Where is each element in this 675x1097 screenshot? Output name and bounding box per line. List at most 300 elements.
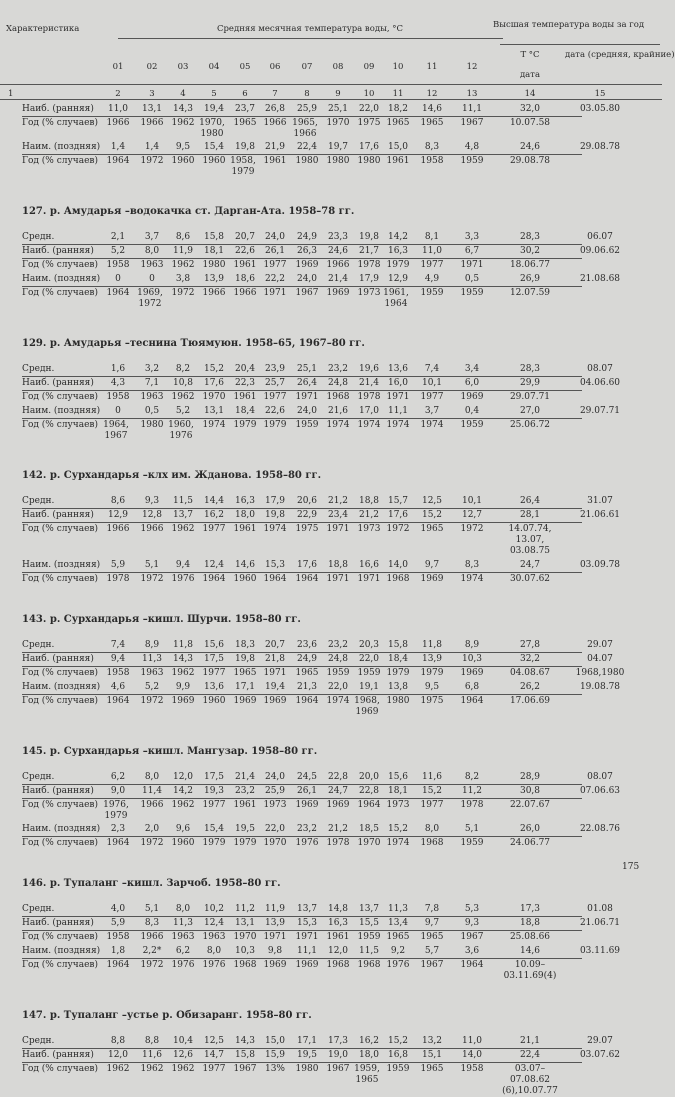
cell-value: 21,7	[358, 246, 380, 256]
rule-line	[22, 418, 582, 419]
cell-value: 22,0	[358, 654, 380, 664]
cell-value: 18,4	[387, 654, 409, 664]
cell-value: 18,4	[234, 406, 256, 416]
cell-value: 17,0	[358, 406, 380, 416]
cell-value: 21,9	[264, 142, 286, 152]
cell-value: 17.06.69	[509, 696, 551, 706]
cell-value: 18,1	[203, 246, 225, 256]
date-value: 08.07	[587, 772, 613, 782]
row-label: Средн.	[22, 1036, 55, 1046]
cell-value: 1966	[106, 524, 130, 534]
cell-value: 1964	[106, 838, 130, 848]
cell-value: 1977	[420, 800, 444, 810]
cell-value: 1968	[233, 960, 257, 970]
cell-value: 19,8	[234, 654, 256, 664]
column-number: 5	[211, 89, 217, 99]
cell-value: 9,3	[464, 918, 480, 928]
cell-value: 15,2	[203, 364, 225, 374]
cell-value: 1967	[326, 1064, 350, 1074]
cell-value: 1977	[202, 1064, 226, 1074]
cell-value: 15,2	[387, 824, 409, 834]
cell-value: 23,3	[327, 232, 349, 242]
cell-value: 21,4	[234, 772, 256, 782]
cell-value: 1969	[295, 960, 319, 970]
cell-value: 1974	[386, 420, 410, 430]
cell-value: 0,5	[144, 406, 160, 416]
cell-value: 0	[115, 406, 121, 416]
cell-value: 14,2	[172, 786, 194, 796]
cell-value: 24,6	[519, 142, 541, 152]
section-title: 127. р. Амударья –водокачка ст. Дарган-Ата. 1958–78 гг.	[22, 206, 355, 217]
cell-value: 1959	[460, 838, 484, 848]
cell-value: 1978	[326, 838, 350, 848]
cell-value: 1978	[460, 800, 484, 810]
cell-value: 1976	[202, 960, 226, 970]
cell-value: 1971	[295, 932, 319, 942]
date-value: 21.06.61	[579, 510, 621, 520]
cell-value: 14,3	[172, 654, 194, 664]
cell-value: 1979	[263, 420, 287, 430]
rule-line	[22, 572, 582, 573]
cell-value: 5,2	[110, 246, 126, 256]
cell-value: 12,0	[327, 946, 349, 956]
cell-value: 20,3	[358, 640, 380, 650]
cell-value: 2,0	[144, 824, 160, 834]
cell-value: 8,3	[144, 918, 160, 928]
date-value: 03.07.62	[579, 1050, 621, 1060]
cell-value: 26,8	[264, 104, 286, 114]
cell-value: 1972	[140, 696, 164, 706]
cell-value: 8,0	[175, 904, 191, 914]
cell-value: 18,3	[234, 640, 256, 650]
cell-value: 1,8	[110, 946, 126, 956]
cell-value: 32,0	[519, 104, 541, 114]
rule-line	[0, 99, 662, 100]
column-number: 4	[180, 89, 186, 99]
cell-value: 13,1	[141, 104, 163, 114]
cell-value: 1959	[357, 932, 381, 942]
cell-value: 1978	[357, 260, 381, 270]
cell-value: 1961	[233, 260, 257, 270]
row-label: Год (% случаев)	[22, 420, 98, 430]
date-value: 03.09.78	[579, 560, 621, 570]
cell-value: 1964	[295, 574, 319, 584]
header-month: 05	[239, 62, 251, 72]
cell-value: 4,0	[110, 904, 126, 914]
cell-value: 8,9	[464, 640, 480, 650]
cell-value: 3,3	[464, 232, 480, 242]
cell-value: 1965	[386, 118, 410, 128]
cell-value: 1960	[171, 838, 195, 848]
cell-value: 8,0	[144, 246, 160, 256]
cell-value: 1963	[171, 932, 195, 942]
cell-value: 12.07.59	[509, 288, 551, 298]
cell-value: 1973	[357, 524, 381, 534]
cell-value: 20,0	[358, 772, 380, 782]
cell-value: 21,1	[519, 1036, 541, 1046]
cell-value: 17,6	[203, 378, 225, 388]
column-number: 10	[363, 89, 375, 99]
column-number: 9	[335, 89, 341, 99]
cell-value: 1974	[326, 696, 350, 706]
cell-value: 29,9	[519, 378, 541, 388]
cell-value: 1973	[357, 288, 381, 298]
rule-line	[22, 784, 582, 785]
cell-value: 1969	[263, 696, 287, 706]
cell-value: 22,9	[296, 510, 318, 520]
cell-value: 1964	[460, 960, 484, 970]
cell-value: 23,7	[234, 104, 256, 114]
row-label: Год (% случаев)	[22, 574, 98, 584]
cell-value: 5,7	[424, 946, 440, 956]
cell-value: 1969	[326, 800, 350, 810]
cell-value: 5,9	[110, 560, 126, 570]
cell-value: 14,7	[203, 1050, 225, 1060]
row-label: Средн.	[22, 640, 55, 650]
header-month: 12	[466, 62, 478, 72]
cell-value: 1959, 1965	[354, 1064, 380, 1085]
cell-value: 26,3	[296, 246, 318, 256]
cell-value: 15,7	[387, 496, 409, 506]
cell-value: 1979	[233, 420, 257, 430]
cell-value: 13,7	[172, 510, 194, 520]
cell-value: 1980	[357, 156, 381, 166]
cell-value: 22,6	[234, 246, 256, 256]
cell-value: 0	[115, 274, 121, 284]
cell-value: 1964	[460, 696, 484, 706]
cell-value: 9,2	[390, 946, 406, 956]
header-month: 07	[301, 62, 313, 72]
row-label: Наиб. (ранняя)	[22, 918, 94, 928]
cell-value: 1966	[140, 800, 164, 810]
row-label: Средн.	[22, 232, 55, 242]
cell-value: 13,1	[203, 406, 225, 416]
row-label: Наиб. (ранняя)	[22, 510, 94, 520]
cell-value: 8,2	[175, 364, 191, 374]
cell-value: 1961, 1964	[383, 288, 409, 309]
cell-value: 3,7	[144, 232, 160, 242]
cell-value: 1968	[386, 574, 410, 584]
cell-value: 1964	[106, 288, 130, 298]
rule-line	[22, 930, 582, 931]
cell-value: 1966	[263, 118, 287, 128]
row-label: Год (% случаев)	[22, 1064, 98, 1074]
cell-value: 1959	[295, 420, 319, 430]
cell-value: 1964	[106, 960, 130, 970]
cell-value: 1966	[140, 524, 164, 534]
cell-value: 1958, 1979	[230, 156, 256, 177]
cell-value: 1962	[171, 800, 195, 810]
cell-value: 1961	[233, 800, 257, 810]
section-title: 145. р. Сурхандарья –кишл. Мангузар. 1958–80 гг.	[22, 746, 318, 757]
cell-value: 6,2	[110, 772, 126, 782]
header-avg-title: Средняя месячная температура воды, °С	[216, 24, 403, 34]
cell-value: 1965	[295, 668, 319, 678]
cell-value: 15,4	[203, 824, 225, 834]
cell-value: 8,3	[464, 560, 480, 570]
cell-value: 17,1	[296, 1036, 318, 1046]
cell-value: 23,2	[327, 364, 349, 374]
cell-value: 22.07.67	[509, 800, 551, 810]
row-label: Год (% случаев)	[22, 260, 98, 270]
cell-value: 22,0	[358, 104, 380, 114]
section-title: 146. р. Тупаланг –кишл. Зарчоб. 1958–80 гг.	[22, 878, 281, 889]
cell-value: 1970, 1980	[199, 118, 225, 139]
cell-value: 5,9	[110, 918, 126, 928]
cell-value: 19,1	[358, 682, 380, 692]
cell-value: 1979	[233, 838, 257, 848]
cell-value: 0,4	[464, 406, 480, 416]
header-month: 01	[112, 62, 124, 72]
cell-value: 1972	[140, 960, 164, 970]
cell-value: 1969	[233, 696, 257, 706]
cell-value: 17,3	[519, 904, 541, 914]
cell-value: 2,1	[110, 232, 126, 242]
column-number: 12	[426, 89, 438, 99]
cell-value: 13,2	[421, 1036, 443, 1046]
date-value: 01.08	[587, 904, 613, 914]
cell-value: 5,2	[144, 682, 160, 692]
rule-line	[22, 286, 582, 287]
cell-value: 18.06.77	[509, 260, 551, 270]
cell-value: 17,6	[296, 560, 318, 570]
cell-value: 13,9	[421, 654, 443, 664]
cell-value: 1965	[420, 1064, 444, 1074]
cell-value: 15,1	[421, 1050, 443, 1060]
cell-value: 9,8	[267, 946, 283, 956]
row-label: Наиб. (ранняя)	[22, 654, 94, 664]
cell-value: 3,2	[144, 364, 160, 374]
cell-value: 6,7	[464, 246, 480, 256]
cell-value: 26,1	[296, 786, 318, 796]
date-value: 07.06.63	[579, 786, 621, 796]
cell-value: 8,6	[175, 232, 191, 242]
cell-value: 1969	[263, 960, 287, 970]
row-label: Наим. (поздняя)	[22, 824, 101, 834]
header-month: 10	[392, 62, 404, 72]
row-label: Наиб. (ранняя)	[22, 246, 94, 256]
cell-value: 5,1	[464, 824, 480, 834]
cell-value: 1974	[202, 420, 226, 430]
cell-value: 9,5	[175, 142, 191, 152]
cell-value: 12,5	[421, 496, 443, 506]
cell-value: 2,2*	[142, 946, 162, 956]
cell-value: 5,3	[464, 904, 480, 914]
cell-value: 13,9	[203, 274, 225, 284]
cell-value: 11,3	[172, 918, 194, 928]
rule-line	[118, 38, 503, 39]
cell-value: 5,1	[144, 904, 160, 914]
cell-value: 1958	[106, 260, 130, 270]
cell-value: 1969	[295, 260, 319, 270]
cell-value: 28,1	[519, 510, 541, 520]
cell-value: 12,4	[203, 918, 225, 928]
column-number: 3	[149, 89, 155, 99]
cell-value: 1962	[171, 1064, 195, 1074]
cell-value: 22,8	[327, 772, 349, 782]
cell-value: 19,5	[234, 824, 256, 834]
cell-value: 9,0	[110, 786, 126, 796]
cell-value: 26,2	[519, 682, 541, 692]
row-label: Наим. (поздняя)	[22, 406, 101, 416]
cell-value: 1971	[326, 524, 350, 534]
cell-value: 1969	[460, 668, 484, 678]
header-date-extreme: дата (средняя, крайние)	[565, 50, 675, 60]
cell-value: 1970	[357, 838, 381, 848]
cell-value: 1978	[357, 392, 381, 402]
cell-value: 20,7	[234, 232, 256, 242]
cell-value: 1959	[357, 668, 381, 678]
cell-value: 8,9	[144, 640, 160, 650]
cell-value: 1979	[420, 668, 444, 678]
cell-value: 8,0	[144, 772, 160, 782]
cell-value: 15,8	[234, 1050, 256, 1060]
cell-value: 1966	[326, 260, 350, 270]
cell-value: 1977	[263, 392, 287, 402]
cell-value: 1970	[326, 118, 350, 128]
date-value: 22.08.76	[579, 824, 621, 834]
column-number: 13	[466, 89, 478, 99]
cell-value: 15,2	[387, 1036, 409, 1046]
cell-value: 10.09– 03.11.69(4)	[503, 960, 557, 981]
rule-line	[22, 958, 582, 959]
cell-value: 12,5	[203, 1036, 225, 1046]
cell-value: 22,8	[358, 786, 380, 796]
cell-value: 26,4	[296, 378, 318, 388]
cell-value: 1980	[326, 156, 350, 166]
cell-value: 10,1	[461, 496, 483, 506]
cell-value: 12,9	[107, 510, 129, 520]
column-number: 15	[594, 89, 606, 99]
row-label: Год (% случаев)	[22, 392, 98, 402]
cell-value: 19,3	[203, 786, 225, 796]
cell-value: 16,6	[358, 560, 380, 570]
cell-value: 1969	[295, 800, 319, 810]
cell-value: 1979	[386, 260, 410, 270]
cell-value: 24,8	[327, 378, 349, 388]
cell-value: 1964	[202, 574, 226, 584]
rule-line	[22, 522, 582, 523]
cell-value: 24.06.77	[509, 838, 551, 848]
rule-line	[22, 652, 582, 653]
cell-value: 1,4	[144, 142, 160, 152]
cell-value: 15,8	[387, 640, 409, 650]
cell-value: 1959	[326, 668, 350, 678]
cell-value: 1966	[106, 118, 130, 128]
date-value: 03.11.69	[579, 946, 621, 956]
date-value: 04.06.60	[579, 378, 621, 388]
cell-value: 6,8	[464, 682, 480, 692]
cell-value: 10.07.58	[509, 118, 551, 128]
cell-value: 0	[149, 274, 155, 284]
cell-value: 5,2	[175, 406, 191, 416]
cell-value: 18,8	[519, 918, 541, 928]
cell-value: 19,0	[327, 1050, 349, 1060]
rule-line	[22, 508, 582, 509]
cell-value: 18,5	[358, 824, 380, 834]
cell-value: 7,8	[424, 904, 440, 914]
cell-value: 1979	[386, 668, 410, 678]
cell-value: 1974	[263, 524, 287, 534]
cell-value: 8,2	[464, 772, 480, 782]
page-number: 175	[622, 862, 640, 872]
cell-value: 1969	[420, 574, 444, 584]
cell-value: 26,1	[264, 246, 286, 256]
cell-value: 17,5	[203, 772, 225, 782]
cell-value: 4,6	[110, 682, 126, 692]
cell-value: 1963	[140, 668, 164, 678]
cell-value: 1962	[171, 524, 195, 534]
cell-value: 16,3	[387, 246, 409, 256]
cell-value: 15,3	[296, 918, 318, 928]
cell-value: 22,6	[264, 406, 286, 416]
cell-value: 9,7	[424, 918, 440, 928]
cell-value: 11,8	[172, 640, 194, 650]
cell-value: 18,8	[358, 496, 380, 506]
cell-value: 18,0	[234, 510, 256, 520]
cell-value: 30,2	[519, 246, 541, 256]
cell-value: 15,6	[203, 640, 225, 650]
cell-value: 20,7	[264, 640, 286, 650]
cell-value: 1966	[140, 932, 164, 942]
cell-value: 1967	[295, 288, 319, 298]
cell-value: 28,9	[519, 772, 541, 782]
cell-value: 7,4	[424, 364, 440, 374]
cell-value: 17,1	[234, 682, 256, 692]
cell-value: 23,4	[327, 510, 349, 520]
date-value: 04.07	[587, 654, 613, 664]
cell-value: 17,9	[264, 496, 286, 506]
cell-value: 1971	[263, 288, 287, 298]
cell-value: 24,5	[296, 772, 318, 782]
cell-value: 1977	[202, 800, 226, 810]
cell-value: 1960, 1976	[168, 420, 194, 441]
date-value: 29.07.71	[579, 406, 621, 416]
cell-value: 1959	[386, 1064, 410, 1074]
cell-value: 14,4	[203, 496, 225, 506]
section-title: 142. р. Сурхандарья –клх им. Жданова. 1958–80 гг.	[22, 470, 322, 481]
rule-line	[22, 798, 582, 799]
cell-value: 1968	[326, 960, 350, 970]
cell-value: 1962	[140, 1064, 164, 1074]
rule-line	[22, 916, 582, 917]
date-value: 06.07	[587, 232, 613, 242]
cell-value: 26,4	[519, 496, 541, 506]
rule-line	[22, 390, 582, 391]
cell-value: 22,0	[264, 824, 286, 834]
cell-value: 8,3	[424, 142, 440, 152]
row-label: Наиб. (ранняя)	[22, 1050, 94, 1060]
row-label: Год (% случаев)	[22, 118, 98, 128]
cell-value: 1974	[326, 420, 350, 430]
cell-value: 22,2	[264, 274, 286, 284]
column-number: 1	[8, 89, 14, 99]
cell-value: 1965	[386, 932, 410, 942]
cell-value: 1970	[263, 838, 287, 848]
rule-line	[22, 116, 582, 117]
cell-value: 1972	[386, 524, 410, 534]
cell-value: 4,8	[464, 142, 480, 152]
cell-value: 26,0	[519, 824, 541, 834]
cell-value: 5,1	[144, 560, 160, 570]
cell-value: 10,8	[172, 378, 194, 388]
row-label: Год (% случаев)	[22, 288, 98, 298]
cell-value: 1961	[326, 932, 350, 942]
cell-value: 14,6	[519, 946, 541, 956]
header-tc: Т °С	[520, 50, 540, 60]
header-month: 03	[177, 62, 189, 72]
cell-value: 1958	[460, 1064, 484, 1074]
